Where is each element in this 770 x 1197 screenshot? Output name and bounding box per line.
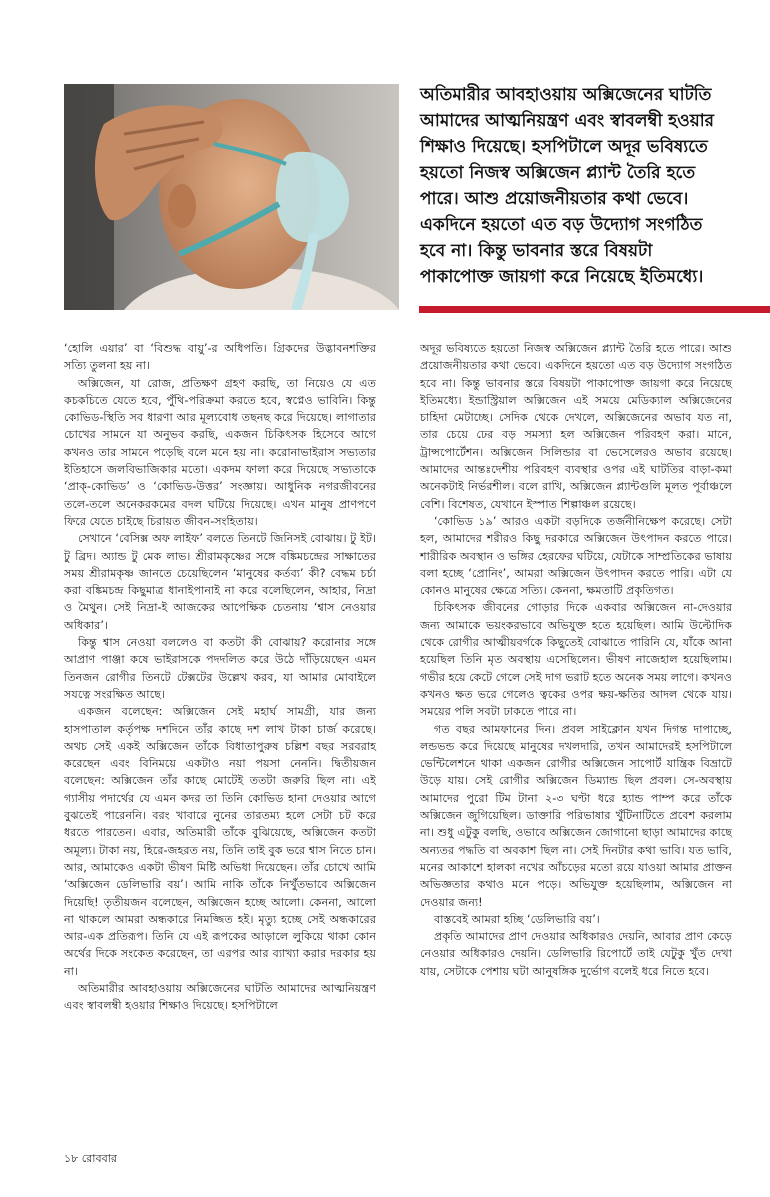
article-column-left (64, 340, 376, 1015)
paragraph: অতিমারীর আবহাওয়ায় অক্সিজেনের ঘাটতি আমাদের আত্মনিয়ন্ত্রণ এবং স্বাবলম্বী হওয়ার শিক্ষাও দিয়েছে। হসপিটালে (64, 981, 376, 1013)
paragraph: সেখানে ‘বেসিক্স অফ লাইফ’ বলতে তিনটে জিনিসই বোঝায়। টু ইট। টু ব্রিদ। অ্যান্ড টু মেক লাভ। শ্রীরামকৃষ্ণের সঙ্গে বঙ্কিমচন্দ্রের সাক্ষাতের সময় শ্রীরামকৃষ্ণ জানতে চেয়েছিলেন ‘মানুষের কর্তব্য’ কী? বেদ্ধম চর্চা করা বঙ্কিমচন্দ্র কিছুমাত্র ধানাইপানাই না করে বলেছিলেন, আহার, নিদ্রা ও মৈথুন। সেই নিদ্রা-ই আজকের আপেক্ষিক চেতনায় ‘শ্বাস নেওয়ার অধিকার’। (64, 532, 376, 632)
paragraph: অদূর ভবিষ্যতে হয়তো নিজস্ব অক্সিজেন প্ল্যান্ট তৈরি হতে পারে। আশু প্রয়োজনীয়তার কথা ভেবে। একদিনে হয়তো এত বড় উদ্যোগ সংগঠিত হবে না। কিন্তু ভাবনার স্তরে বিষয়টা পাকাপোক্ত জায়গা করে নিয়েছে ইতিমধ্যে। ইন্ডাস্ট্রিয়াল অক্সিজেন এই সময়ে মেডিক্যাল অক্সিজেনের চাহিদা মেটাচ্ছে। সেদিক থেকে দেখলে, অক্সিজেনের অভাব যত না, তার চেয়ে ঢের বড় সমস্যা হল অক্সিজেন পরিবহণ করা। মানে, ট্রান্সপোর্টেশন। অক্সিজেন সিলিন্ডার বা ভেসেলেরও অভাব রয়েছে। আমাদের আন্তঃদেশীয় পরিবহণ ব্যবস্থার ওপর এই ঘাটতির বাড়া-কমা অনেকটাই নির্ভরশীল। বলে রাখি, অক্সিজেন প্ল্যান্টগুলি মূলত পূর্বাঞ্চলে বেশি। বিশেষত, যেখানে ইস্পাত শিল্পাঞ্চল রয়েছে। (420, 342, 732, 511)
patient-with-oxygen-mask-image (64, 84, 399, 310)
paragraph: কিন্তু শ্বাস নেওয়া বললেও বা কতটা কী বোঝায়? করোনার সঙ্গে আপ্রাণ পাঞ্জা কষে ভাইরাসকে পদদলিত করে উঠে দাঁড়িয়েছেন এমন তিনজন রোগীর তিনটে টেক্সটের উল্লেখ করব, যা আমার মোবাইলে সযত্নে সংরক্ষিত আছে। (64, 636, 376, 701)
pull-quote: অতিমারীর আবহাওয়ায় অক্সিজেনের ঘাটতি আমাদের আত্মনিয়ন্ত্রণ এবং স্বাবলম্বী হওয়ার শিক্ষাও দিয়েছে। হসপিটালে অদূর ভবিষ্যতে হয়তো নিজস্ব অক্সিজেন প্ল্যান্ট তৈরি হতে পারে। আশু প্রয়োজনীয়তার কথা ভেবে। একদিনে হয়তো এত বড় উদ্যোগ সংগঠিত হবে না। কিন্তু ভাবনার স্তরে বিষয়টা পাকাপোক্ত জায়গা করে নিয়েছে ইতিমধ্যে। (420, 85, 715, 287)
paragraph: ‘কোভিড ১৯’ আরও একটা বড়দিকে তর্জনীনিক্ষেপ করেছে। সেটা হল, আমাদের শরীরও কিছু দরকারে অক্সিজেন উৎপাদন করতে পারে। শারীরিক অবস্থান ও ভঙ্গির হেরফের ঘটিয়ে, যেটাকে সাম্প্রতিকের ভাষায় বলা হচ্ছে ‘প্রোনিং’, আমরা অক্সিজেন উৎপাদন করতে পারি। এটা যে কোনও মানুষের ক্ষেত্রে সত্যি। কেননা, ক্ষমতাটি প্রকৃতিগত। (420, 514, 732, 598)
page-folio: ১৮ রোববার (64, 1152, 117, 1165)
red-accent-rule (419, 306, 770, 313)
paragraph: অক্সিজেন, যা রোজ, প্রতিক্ষণ গ্রহণ করছি, তা নিয়েও যে এত কচকচিতে যেতে হবে, পুঁথি-পরিক্রমা করতে হবে, স্বপ্নেও ভাবিনি। কিন্তু কোভিড-স্থিতি সব ধারণা আর মূল্যবোধ তছনছ করে দিয়েছে। লাগাতার চোখের সামনে যা অনুভব করছি, একজন চিকিৎসক হিসেবে আগে কখনও তার সামনে পড়েছি বলে মনে হয় না। করোনাভাইরাস সভ্যতার ইতিহাসে জলবিভাজিকার মতো। একদম ফালা করে দিয়েছে সভ্যতাকে ‘প্রাক্-কোভিড’ ও ‘কোভিড-উত্তর’ সংজ্ঞায়। আধুনিক নগরজীবনের তলে-তলে অনেকরকমের বদল ঘটিয়ে দিয়েছে। এখন মানুষ প্রাণপণে ফিরে যেতে চাইছে চিরায়ত জীবন-সংহিতায়। (64, 376, 376, 528)
paragraph: গত বছর আমফানের দিন। প্রবল সাইক্লোন যখন দিগন্ত দাপাচ্ছে, লন্ডভন্ড করে দিয়েছে মানুষের দখলদারি, তখন আমাদেরই হসপিটালে ভেন্টিলেশনে থাকা একজন রোগীর অক্সিজেন সাপোর্ট যান্ত্রিক বিভ্রাটে উড়ে যায়। সেই রোগীর অক্সিজেন ডিম্যান্ড ছিল প্রবল। সে-অবস্থায় আমাদের পুরো টিম টানা ২-৩ ঘণ্টা ধরে হ্যান্ড পাম্প করে তাঁকে অক্সিজেন জুগিয়েছিল। ডাক্তারি পরিভাষার খুঁটিনাটিতে প্রবেশ করলাম না। শুধু এটুকু বলছি, ওভাবে অক্সিজেন জোগানো ছাড়া আমাদের কাছে অন্যতর পদ্ধতি বা অবকাশ ছিল না। সেই দিনটার কথা ভাবি। যত ভাবি, মনের আকাশে হালকা নখের আঁচড়ের মতো রয়ে যাওয়া আমার প্রাক্তন অভিজ্ঞতার কথাও মনে পড়ে। অভিযুক্ত হয়েছিলাম, অক্সিজেন না দেওয়ার জন্য! (420, 722, 732, 909)
paragraph: বাস্তবেই আমরা হচ্ছি ‘ডেলিভারি বয়’। (434, 912, 600, 926)
article-column-right (420, 340, 732, 980)
article-photo (64, 84, 399, 310)
paragraph: ‘হোলি এয়ার’ বা ‘বিশুদ্ধ বায়ু’-র অধিপতি। গ্রিকদের উদ্ভাবনশক্তির সত্যি তুলনা হয় না। (64, 342, 376, 373)
paragraph: প্রকৃতি আমাদের প্রাণ দেওয়ার অধিকারও দেয়নি, আবার প্রাণ কেড়ে নেওয়ার অধিকারও দেয়নি। ডেলিভারি রিপোর্টে তাই যেটুকু খুঁত দেখা যায়, সেটাকে পেশায় ঘটা আনুষঙ্গিক দুর্ভোগ বলেই ধরে নিতে হবে। (420, 930, 732, 978)
paragraph: একজন বলেছেন: অক্সিজেন সেই মহার্ঘ সামগ্রী, যার জন্য হাসপাতাল কর্তৃপক্ষ দশদিনে তাঁর কাছে দশ লাখ টাকা চার্জ করেছে। অথচ সেই একই অক্সিজেন তাঁকে বিধাতাপুরুষ চল্লিশ বছর সরবরাহ করেছেন এবং বিনিময়ে একটাও নয়া পয়সা নেননি। দ্বিতীয়জন বলেছেন: অক্সিজেন তাঁর কাছে মোটেই ততটা জরুরি ছিল না। এই গ্যাসীয় পদার্থের যে এমন কদর তা তিনি কোভিড হানা দেওয়ার আগে বুঝতেই পারেননি। বরং খাবারে নুনের তারতম্য হলে সেটা চট করে ধরতে পারতেন। এবার, অতিমারী তাঁকে বুঝিয়েছে, অক্সিজেন কতটা অমূল্য। টাকা নয়, হিরে-জহরত নয়, তিনি তাই বুক ভরে শ্বাস নিতে চান। আর, আমাকেও একটা ভীষণ মিষ্টি অভিধা দিয়েছেন। তাঁর চোখে আমি ‘অক্সিজেন ডেলিভারি বয়’। আমি নাকি তাঁকে নির্খুঁতভাবে অক্সিজেন দিয়েছি! তৃতীয়জন বলেছেন, অক্সিজেন হচ্ছে আলো। কেননা, আলো না থাকলে আমরা অন্ধকারে নিমজ্জিত হই। মৃত্যু হচ্ছে সেই অন্ধকারের আর-এক প্রতিরূপ। তিনি যে এই রূপকের আড়ালে লুকিয়ে থাকা কোন অর্থের দিকে সংকেত করেছেন, তা এরপর আর ব্যাখ্যা করার দরকার হয় না। (64, 705, 376, 978)
paragraph: চিকিৎসক জীবনের গোড়ার দিকে একবার অক্সিজেন না-দেওয়ার জন্য আমাকে ভয়ংকরভাবে অভিযুক্ত হতে হয়েছিল। আমি উল্টোদিক থেকে রোগীর আত্মীয়বর্গকে কিছুতেই বোঝাতে পারিনি যে, যাঁকে আনা হয়েছিল তিনি মৃত অবস্থায় এসেছিলেন। ভীষণ নাজেহাল হয়েছিলাম। গভীর হয়ে কেটে গেলে সেই দাগ ভরাট হতে অনেক সময় লাগে। কখনও কখনও ক্ষত ভরে গেলেও ত্বকের ওপর ক্ষয়-ক্ষতির আদল থেকে যায়। সময়ের পলি সবটা ঢাকতে পারে না। (420, 601, 732, 719)
